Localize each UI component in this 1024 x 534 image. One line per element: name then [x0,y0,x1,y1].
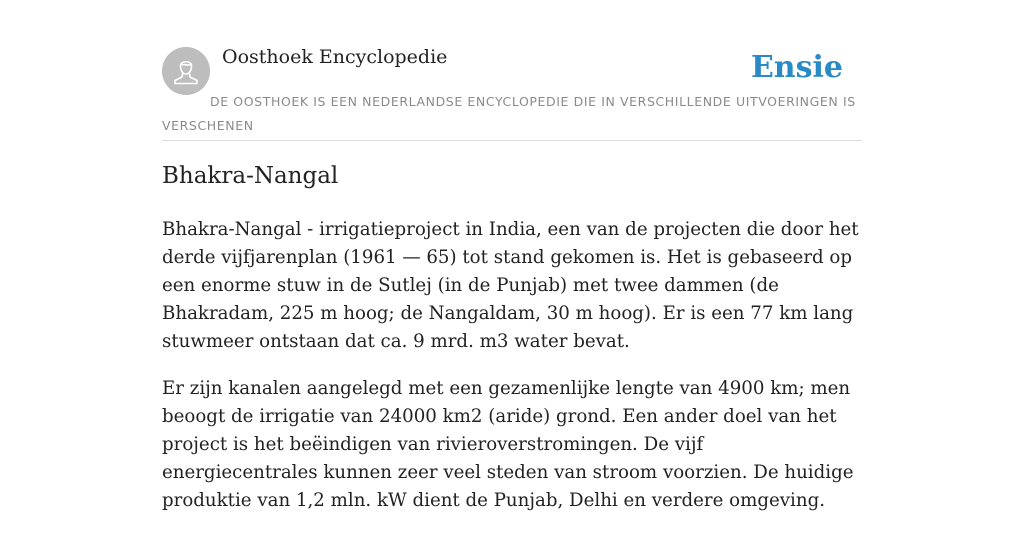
source-name-link[interactable]: Oosthoek Encyclopedie [222,46,448,68]
article-paragraph: Bhakra-Nangal - irrigatieproject in India, een van de projecten die door het derde vijfjarenplan (1961 — 65) tot stand gekomen is. Het is gebaseerd op een enorme stuw in de Sutlej (in de Punjab) met twee dammen (de Bhakradam, 225 m hoog; de Nangaldam, 30 m hoog). Er is een 77 km lang stuwmeer ontstaan dat ca. 9 mrd. m3 water bevat. [162,219,859,352]
source-description: DE OOSTHOEK IS EEN NEDERLANDSE ENCYCLOPEDIE DIE IN VERSCHILLENDE UITVOERINGEN IS VERSCHENEN [162,94,856,133]
source-avatar[interactable] [162,47,210,95]
article-body [162,216,862,534]
page-container [162,0,862,511]
ensie-logo[interactable]: Ensie [750,50,843,85]
user-silhouette-icon [162,47,210,95]
article-title: Bhakra-Nangal [162,163,339,189]
article-paragraph: Er zijn kanalen aangelegd met een gezamenlijke lengte van 4900 km; men beoogt de irrigatie van 24000 km2 (aride) grond. Een ander doel van het project is het beëindigen van rivieroverstromingen. De vijf energiecentrales kunnen zeer veel steden van stroom voorzien. De huidige produktie van 1,2 mln. kW dient de Punjab, Delhi en verdere omgeving. [162,378,854,511]
source-header [162,0,862,141]
